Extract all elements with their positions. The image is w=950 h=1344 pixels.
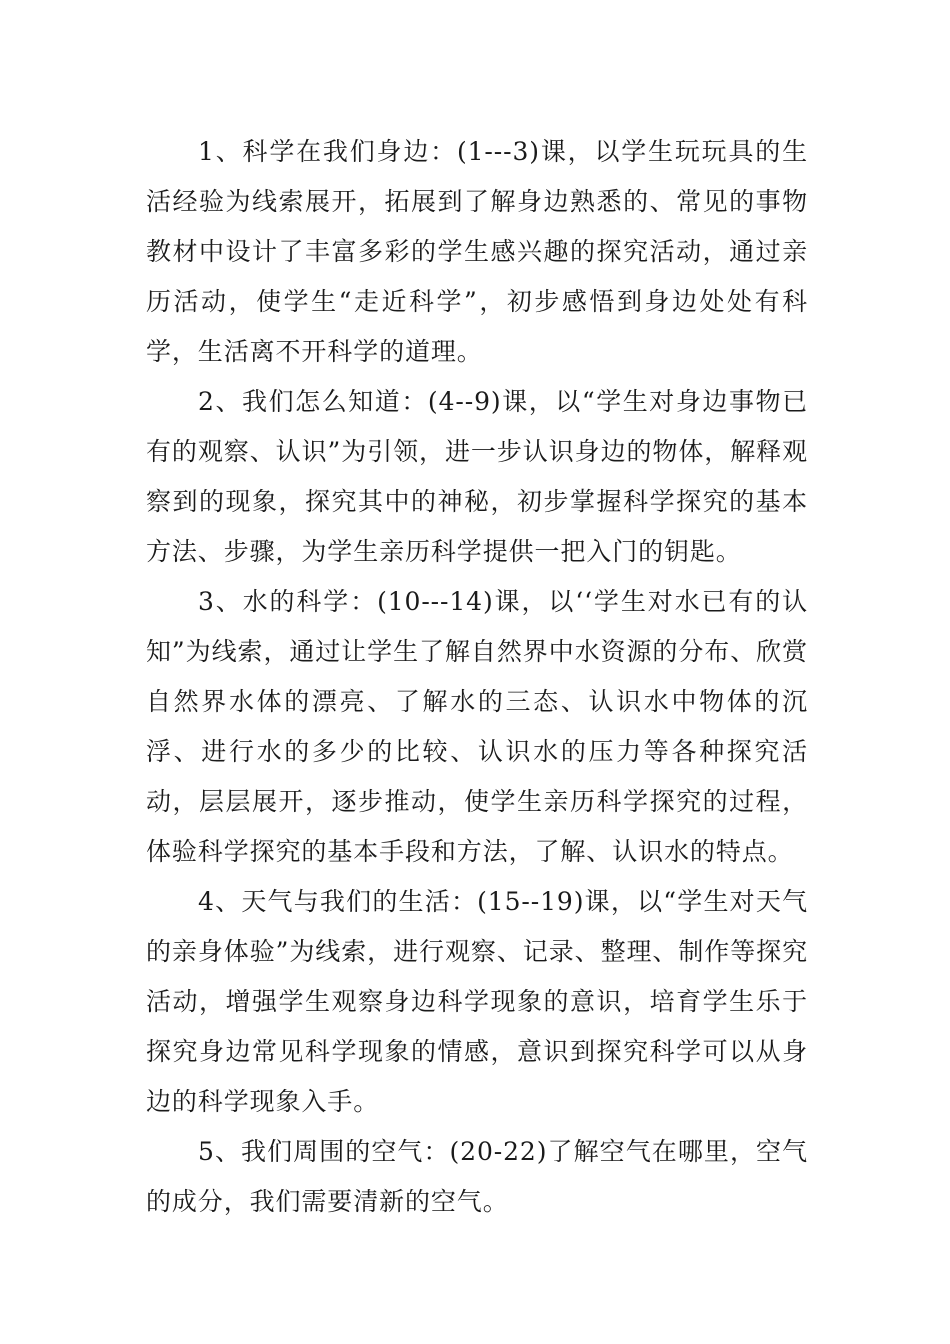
paragraph-5: 5、我们周围的空气：(20-22)了解空气在哪里，空气的成分，我们需要清新的空气。 <box>146 1137 808 1216</box>
paragraph-2: 2、我们怎么知道：(4--9)课，以“学生对身边事物已有的观察、认识”为引领，进一步认识身边的物体，解释观察到的现象，探究其中的神秘，初步掌握科学探究的基本方法、步骤，为学生亲历科学提供一把入门的钥匙。 <box>146 387 808 566</box>
document-body <box>146 127 808 1227</box>
paragraph-4: 4、天气与我们的生活：(15--19)课，以“学生对天气的亲身体验”为线索，进行观察、记录、整理、制作等探究活动，增强学生观察身边科学现象的意识，培育学生乐于探究身边常见科学现象的情感，意识到探究科学可以从身边的科学现象入手。 <box>146 887 808 1116</box>
paragraph-3: 3、水的科学：(10---14)课，以‘‘学生对水已有的认知”为线索，通过让学生了解自然界中水资源的分布、欣赏自然界水体的漂亮、了解水的三态、认识水中物体的沉浮、进行水的多少的比较、认识水的压力等各种探究活动，层层展开，逐步推动，使学生亲历科学探究的过程，体验科学探究的基本手段和方法，了解、认识水的特点。 <box>146 587 808 866</box>
paragraph-1: 1、科学在我们身边：(1---3)课，以学生玩玩具的生活经验为线索展开，拓展到了解身边熟悉的、常见的事物教材中设计了丰富多彩的学生感兴趣的探究活动，通过亲历活动，使学生“走近科学”，初步感悟到身边处处有科学，生活离不开科学的道理。 <box>146 137 808 366</box>
